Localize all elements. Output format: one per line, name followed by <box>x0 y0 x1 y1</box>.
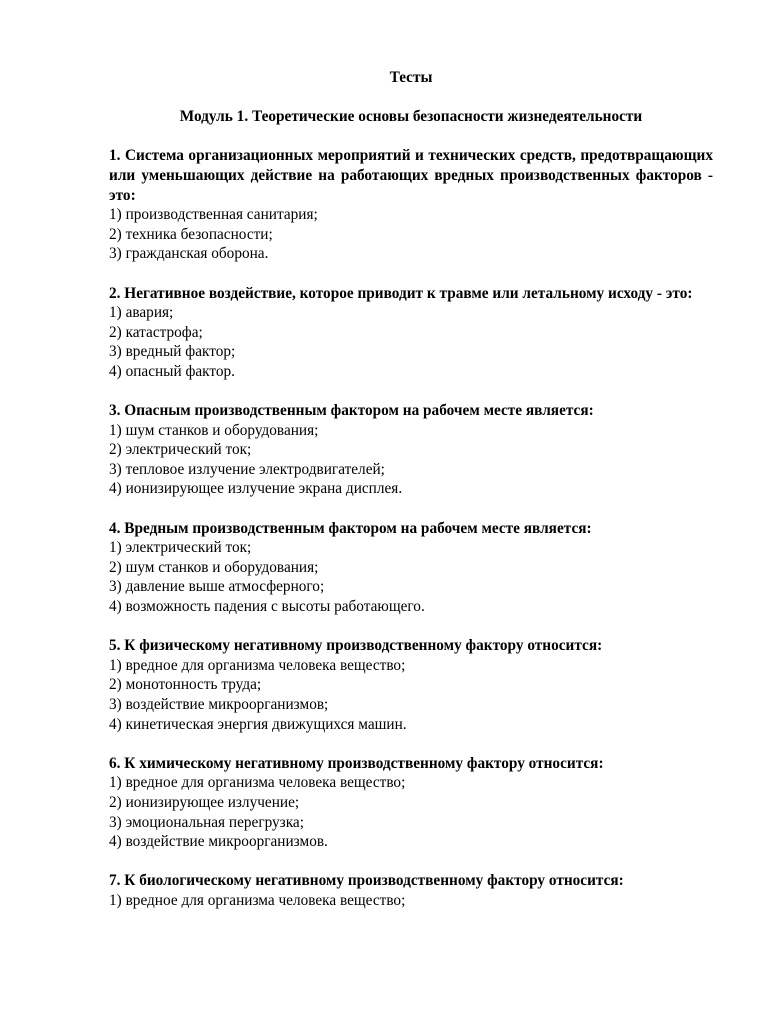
document-page <box>109 68 713 911</box>
answer-option: 1) шум станков и оборудования; <box>109 421 319 439</box>
answer-option: 3) вредный фактор; <box>109 343 236 361</box>
question-3 <box>109 401 713 499</box>
answer-option: 4) возможность падения с высоты работающего. <box>109 598 425 616</box>
answer-option: 1) вредное для организма человека вещество; <box>109 656 406 674</box>
answer-option: 2) ионизирующее излучение; <box>109 793 300 811</box>
question-4 <box>109 519 713 617</box>
question-text: 2. Негативное воздействие, которое приводит к травме или летальному исходу - это: <box>109 284 693 302</box>
answer-option: 1) вредное для организма человека вещество; <box>109 774 406 792</box>
answer-option: 1) авария; <box>109 304 174 322</box>
answer-option: 3) давление выше атмосферного; <box>109 578 325 596</box>
answer-option: 2) техника безопасности; <box>109 225 273 243</box>
answer-option: 2) электрический ток; <box>109 441 252 459</box>
module-heading: Модуль 1. Теоретические основы безопасности жизнедеятельности <box>179 108 643 126</box>
question-text: 1. Система организационных мероприятий и технических средств, предотвращающих или уменьшающих действие на работающих вредных производственных факторов - это: <box>109 147 713 204</box>
answer-option: 3) воздействие микроорганизмов; <box>109 696 329 713</box>
answer-option: 3) гражданская оборона. <box>109 245 269 263</box>
answer-option: 4) воздействие микроорганизмов. <box>109 833 328 851</box>
answer-option: 3) эмоциональная перегрузка; <box>109 813 304 831</box>
answer-option: 4) опасный фактор. <box>109 362 235 380</box>
question-5 <box>109 636 713 734</box>
question-6 <box>109 754 713 852</box>
question-text: 5. К физическому негативному производственному фактору относится: <box>109 637 603 655</box>
answer-option: 1) электрический ток; <box>109 539 252 557</box>
question-text: 4. Вредным производственным фактором на рабочем месте является: <box>109 519 592 537</box>
answer-option: 1) производственная санитария; <box>109 206 318 224</box>
question-2 <box>109 284 713 382</box>
answer-option: 1) вредное для организма человека вещество; <box>109 891 406 909</box>
answer-option: 3) тепловое излучение электродвигателей; <box>109 460 385 478</box>
answer-option: 4) кинетическая энергия движущихся машин. <box>109 715 407 733</box>
answer-option: 2) катастрофа; <box>109 323 203 341</box>
answer-option: 2) шум станков и оборудования; <box>109 558 319 576</box>
question-7 <box>109 871 713 910</box>
answer-option: 2) монотонность труда; <box>109 676 262 694</box>
document-title: Тесты <box>389 69 433 86</box>
question-1 <box>109 146 713 264</box>
question-text: 7. К биологическому негативному производственному фактору относится: <box>109 872 624 890</box>
answer-option: 4) ионизирующее излучение экрана дисплея. <box>109 480 403 498</box>
question-text: 3. Опасным производственным фактором на рабочем месте является: <box>109 402 594 420</box>
question-text: 6. К химическому негативному производственному фактору относится: <box>109 754 604 772</box>
